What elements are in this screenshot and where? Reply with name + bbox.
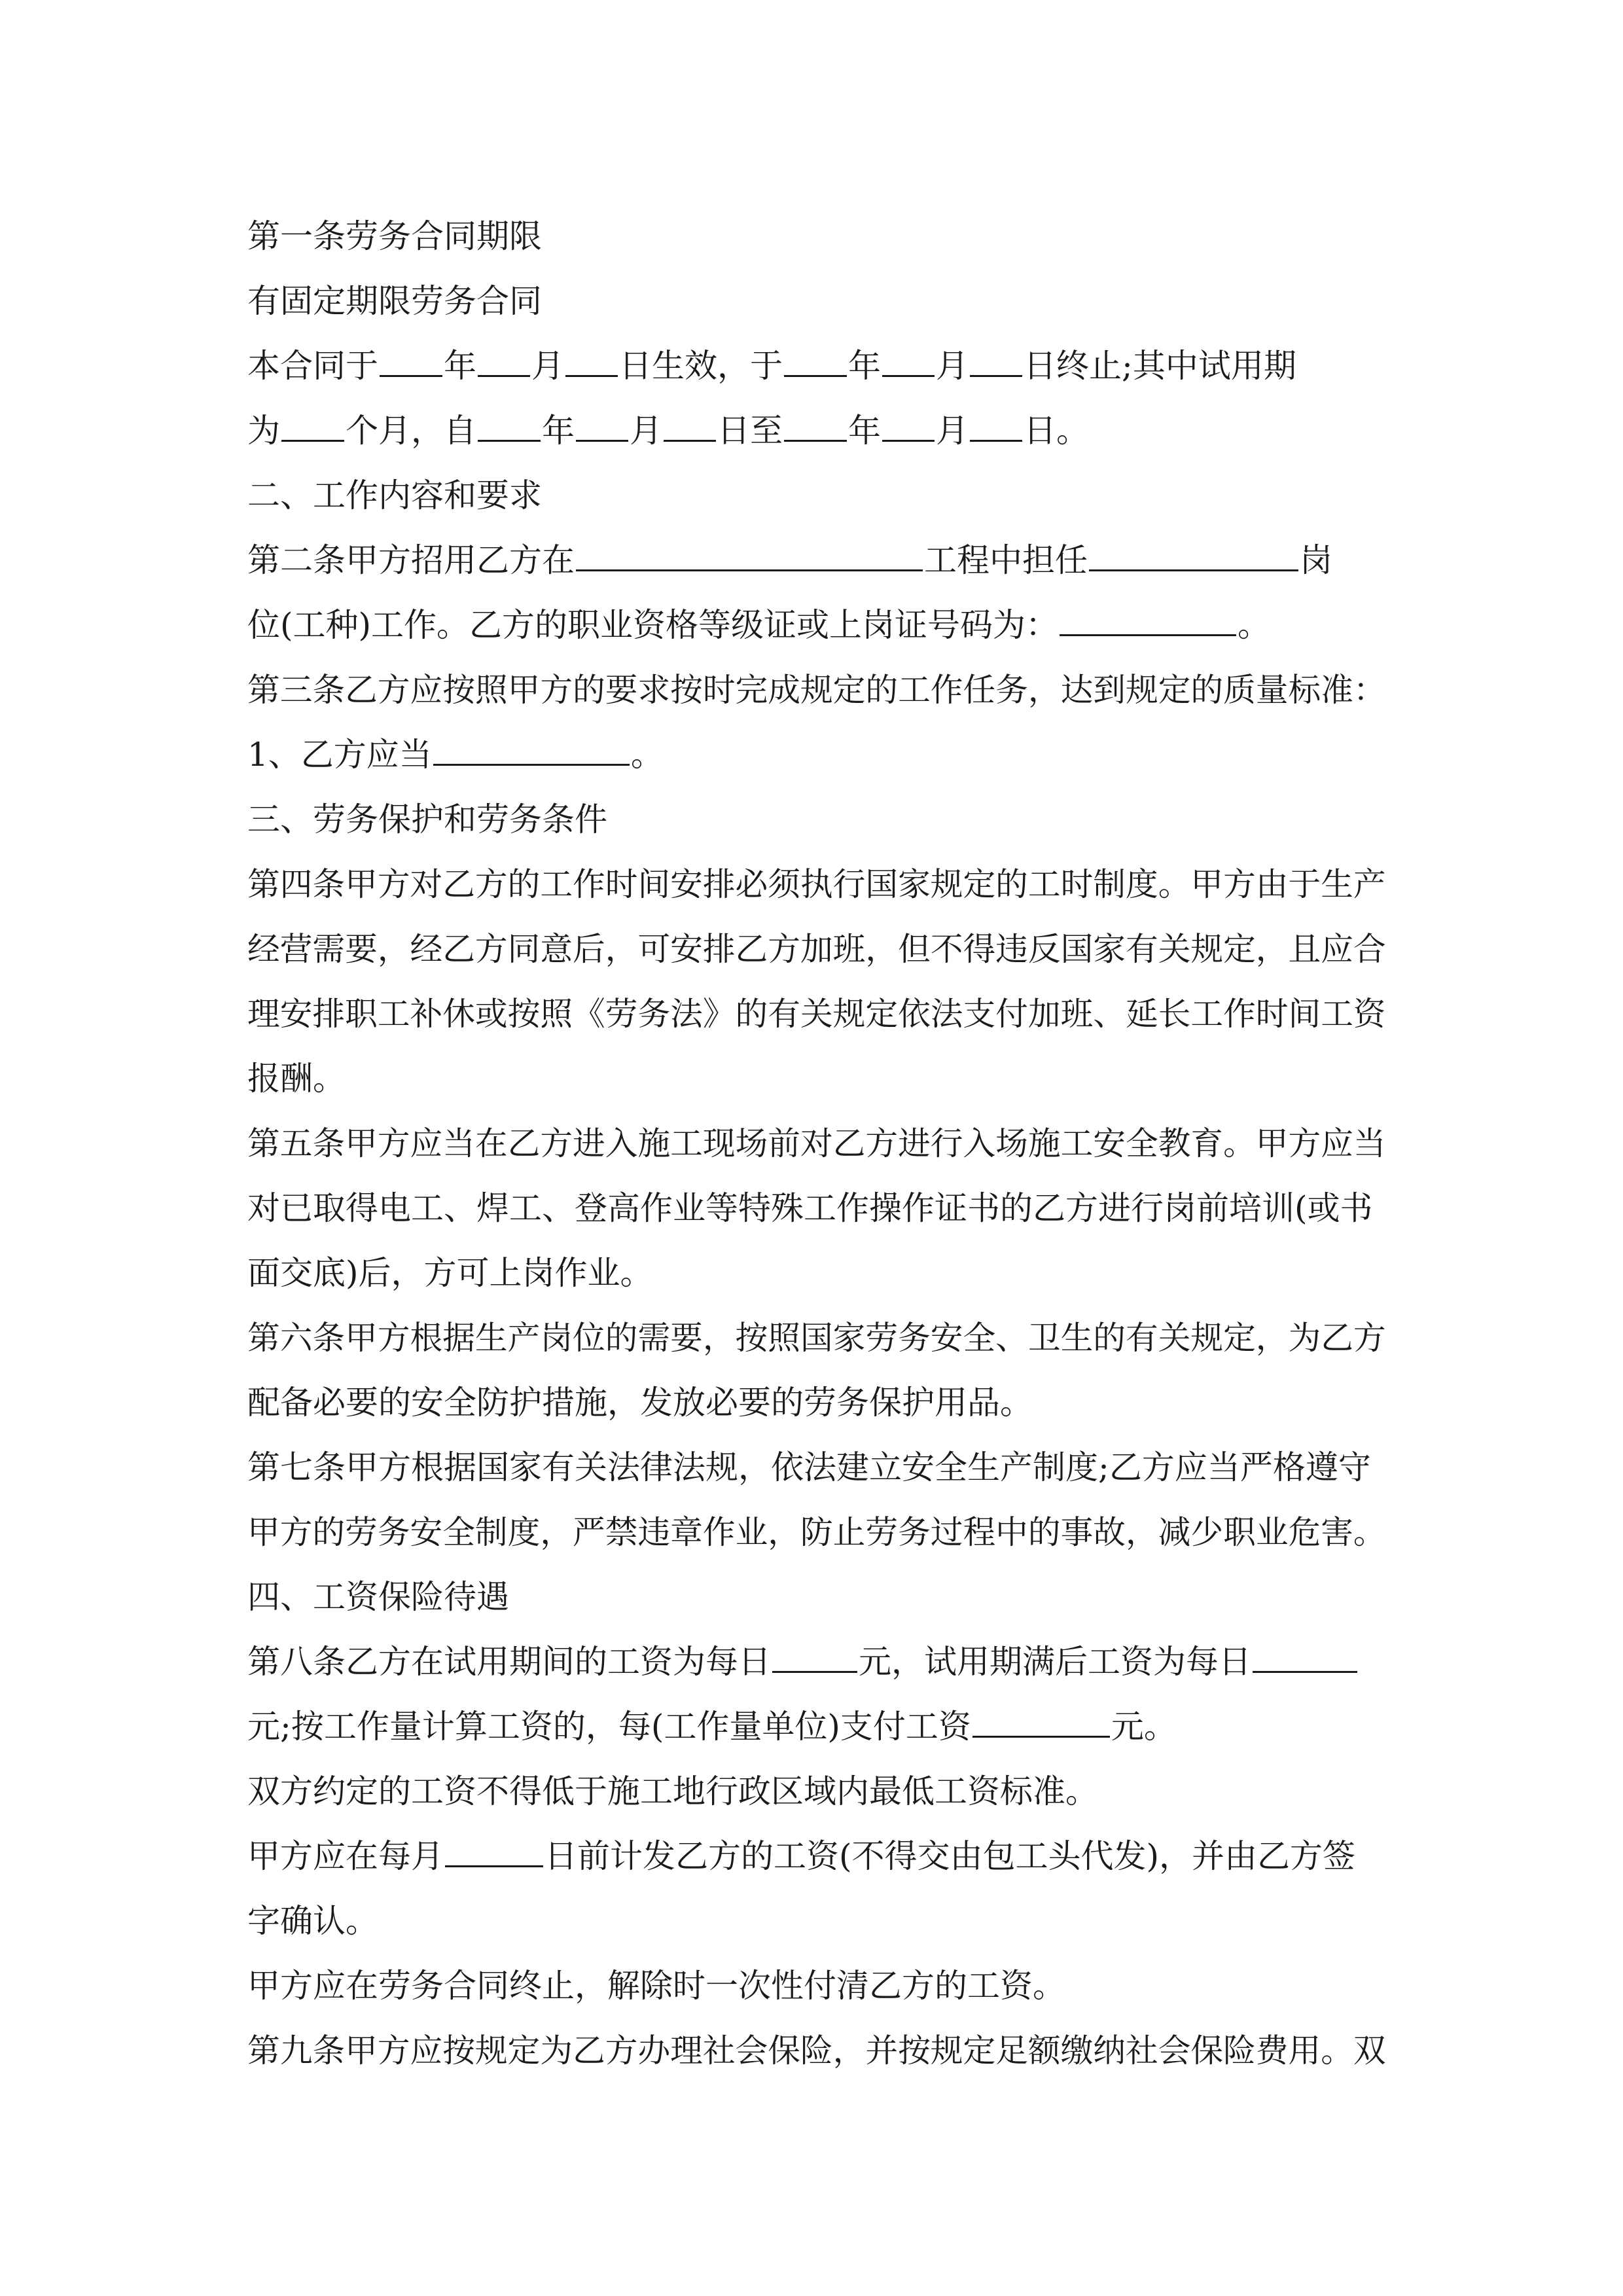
clause-4-line-2: 经营需要，经乙方同意后，可安排乙方加班，但不得违反国家有关规定，且应合 bbox=[247, 930, 1386, 968]
clause-4-line-1: 第四条甲方对乙方的工作时间安排必须执行国家规定的工时制度。甲方由于生产 bbox=[247, 865, 1386, 903]
clause-7-line-1: 第七条甲方根据国家有关法律法规，依法建立安全生产制度;乙方应当严格遵守 bbox=[247, 1448, 1371, 1486]
clause-6-line-1: 第六条甲方根据生产岗位的需要，按照国家劳务安全、卫生的有关规定，为乙方 bbox=[247, 1319, 1386, 1357]
clause-2-line-2: 位(工种)工作。乙方的职业资格等级证或上岗证号码为： 。 bbox=[247, 593, 1386, 658]
clause-1-heading: 第一条劳务合同期限 bbox=[247, 217, 542, 255]
clause-5-line-1: 第五条甲方应当在乙方进入施工现场前对乙方进行入场施工安全教育。甲方应当 bbox=[247, 1124, 1386, 1162]
minimum-wage-clause: 双方约定的工资不得低于施工地行政区域内最低工资标准。 bbox=[247, 1772, 1098, 1810]
blank-probation-end-year[interactable] bbox=[784, 399, 847, 442]
clause-4-line-4: 报酬。 bbox=[247, 1060, 346, 1098]
contract-body bbox=[247, 204, 1386, 2083]
contract-type: 有固定期限劳务合同 bbox=[247, 282, 542, 320]
blank-start-year[interactable] bbox=[380, 334, 442, 377]
payday-clause-line-2: 字确认。 bbox=[247, 1902, 378, 1940]
blank-position[interactable] bbox=[1089, 529, 1298, 571]
clause-5-line-2: 对已取得电工、焊工、登高作业等特殊工作操作证书的乙方进行岗前培训(或书 bbox=[247, 1189, 1373, 1227]
blank-end-day[interactable] bbox=[970, 334, 1022, 377]
clause-4-line-3: 理安排职工补休或按照《劳务法》的有关规定依法支付加班、延长工作时间工资 bbox=[247, 995, 1386, 1033]
clause-5-line-3: 面交底)后，方可上岗作业。 bbox=[247, 1254, 653, 1292]
section-3-heading: 三、劳务保护和劳务条件 bbox=[247, 800, 607, 838]
blank-payday[interactable] bbox=[445, 1825, 543, 1867]
contract-term-line-2: 为 个月，自 年 月 日至 年 月 日。 bbox=[247, 399, 1386, 463]
blank-probation-start-year[interactable] bbox=[478, 399, 541, 442]
clause-8-line-1: 第八条乙方在试用期间的工资为每日 元，试用期满后工资为每日 bbox=[247, 1630, 1386, 1695]
clause-6-line-2: 配备必要的安全防护措施，发放必要的劳务保护用品。 bbox=[247, 1384, 1033, 1422]
blank-duty[interactable] bbox=[433, 723, 630, 766]
blank-end-month[interactable] bbox=[882, 334, 935, 377]
clause-3: 第三条乙方应按照甲方的要求按时完成规定的工作任务，达到规定的质量标准： bbox=[247, 671, 1386, 709]
clause-9-line-1: 第九条甲方应按规定为乙方办理社会保险，并按规定足额缴纳社会保险费用。双 bbox=[247, 2032, 1386, 2070]
blank-certificate-number[interactable] bbox=[1060, 594, 1236, 636]
clause-2-line-1: 第二条甲方招用乙方在 工程中担任 岗 bbox=[247, 528, 1386, 593]
contract-term-line-1: 本合同于 年 月 日生效，于 年 月 日终止;其中试用期 bbox=[247, 334, 1386, 399]
section-4-heading: 四、工资保险待遇 bbox=[247, 1578, 509, 1616]
clause-7-line-2: 甲方的劳务安全制度，严禁违章作业，防止劳务过程中的事故，减少职业危害。 bbox=[247, 1513, 1386, 1551]
blank-regular-daily-wage[interactable] bbox=[1253, 1630, 1357, 1673]
blank-piece-rate-wage[interactable] bbox=[972, 1695, 1110, 1738]
clause-3-item-1: 1、乙方应当 。 bbox=[247, 723, 1386, 787]
blank-probation-end-day[interactable] bbox=[970, 399, 1022, 442]
payday-clause-line-1: 甲方应在每月 日前计发乙方的工资(不得交由包工头代发)，并由乙方签 bbox=[247, 1824, 1386, 1889]
blank-probation-end-month[interactable] bbox=[882, 399, 935, 442]
blank-end-year[interactable] bbox=[784, 334, 847, 377]
blank-probation-start-day[interactable] bbox=[664, 399, 716, 442]
clause-8-line-2: 元;按工作量计算工资的，每(工作量单位)支付工资 元。 bbox=[247, 1695, 1386, 1759]
blank-start-day[interactable] bbox=[565, 334, 618, 377]
final-payment-clause: 甲方应在劳务合同终止，解除时一次性付清乙方的工资。 bbox=[247, 1967, 1065, 2005]
blank-start-month[interactable] bbox=[478, 334, 530, 377]
section-2-heading: 二、工作内容和要求 bbox=[247, 476, 542, 514]
blank-project-name[interactable] bbox=[576, 529, 923, 571]
blank-probation-start-month[interactable] bbox=[576, 399, 628, 442]
blank-probation-months[interactable] bbox=[281, 399, 344, 442]
blank-probation-daily-wage[interactable] bbox=[772, 1630, 857, 1673]
